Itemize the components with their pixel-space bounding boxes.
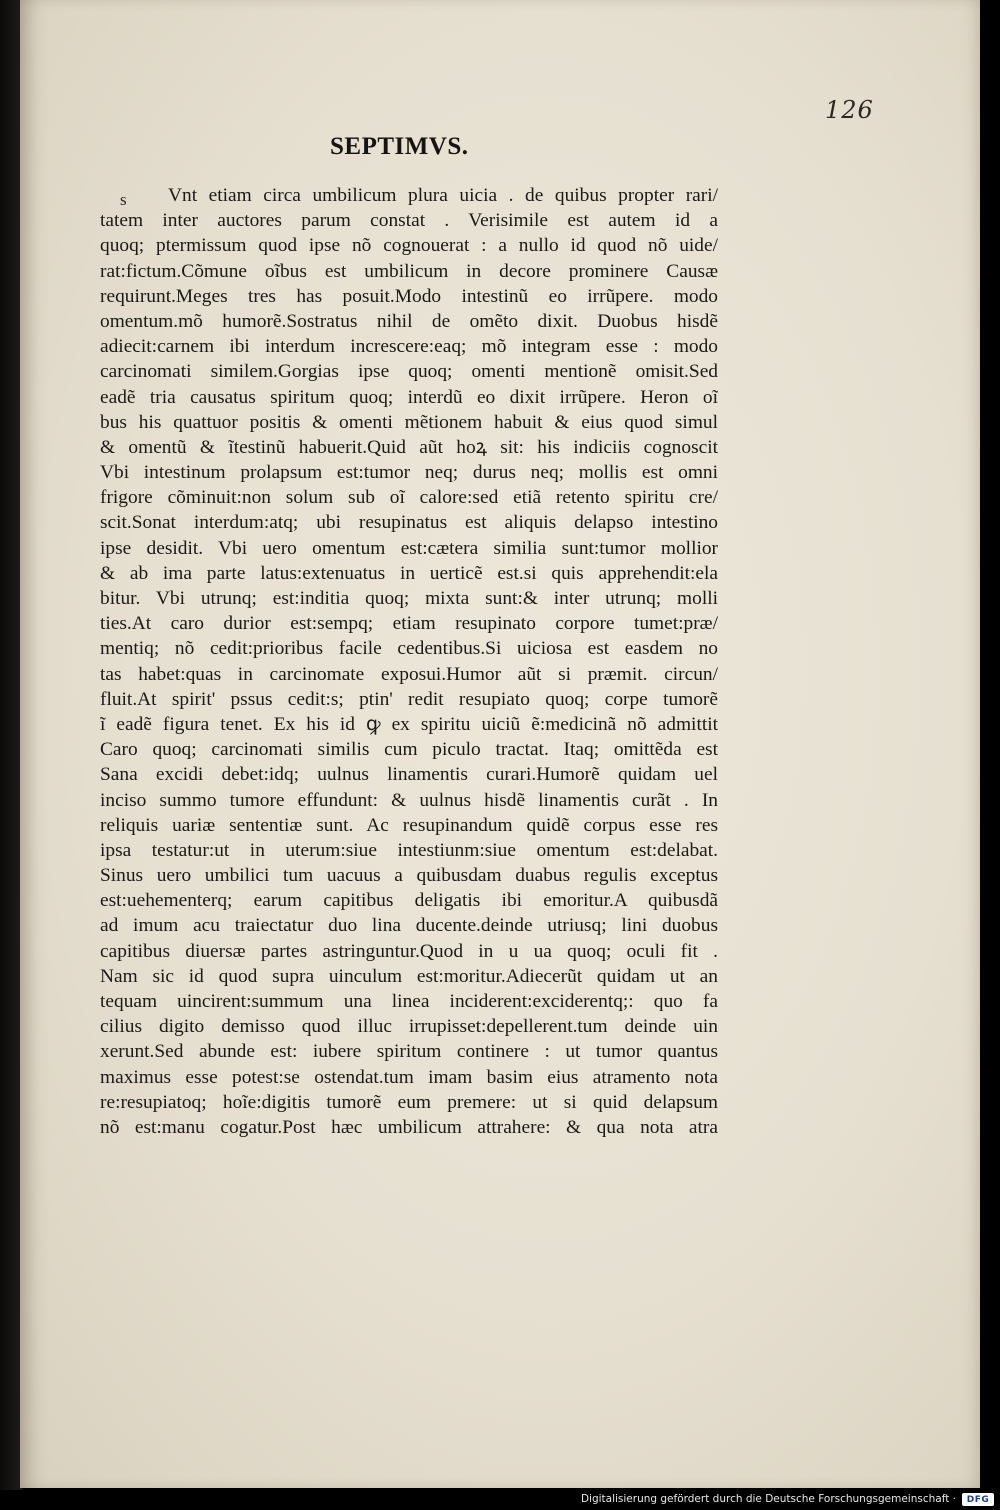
text-line: ĩ eadẽ figura tenet. Ex his id ꝙ ex spiritu uiciũ ẽ:medicinã nõ admittit xyxy=(100,713,718,735)
text-line: adiecit:carnem ibi interdum increscere:eaq; mõ integram esse : modo xyxy=(100,336,718,358)
text-line: bitur. Vbi utrunq; est:inditia quoq; mixta sunt:& inter utrunq; molli xyxy=(100,588,718,609)
dfg-logo-text: DFG xyxy=(966,1494,990,1505)
text-line: bus his quattuor positis & omenti mẽtionem habuit & eius quod simul xyxy=(100,411,718,433)
text-line: Vnt etiam circa umbilicum plura uicia . de quibus propter rari/ xyxy=(168,185,718,206)
text-line: nõ est:manu cogatur.Post hæc umbilicum attrahere: & qua nota atra xyxy=(100,1116,718,1138)
text-line: mentiq; nõ cedit:prioribus facile cedentibus.Si uiciosa est easdem no xyxy=(100,638,718,660)
text-line: Vbi intestinum prolapsum est:tumor neq; durus neq; mollis est omni xyxy=(100,462,718,484)
text-line: est:uehementerq; earum capitibus deligatis ibi emoritur.A quibusdã xyxy=(100,890,718,912)
book-edge xyxy=(0,0,22,1490)
text-line: Sana excidi debet:idq; uulnus linamentis curari.Humorẽ quidam uel xyxy=(100,764,718,786)
text-line: rat:fictum.Cõmune oĩbus est umbilicum in decore prominere Causæ xyxy=(100,260,718,282)
text-line: cilius digito demisso quod illuc irrupisset:depellerent.tum deinde uin xyxy=(100,1016,718,1038)
text-line: fluit.At spirit' pssus cedit:s; ptin' redit resupiato quoq; corpe tumorẽ xyxy=(100,688,718,710)
text-line: requirunt.Meges tres has posuit.Modo intestinũ eo irrũpere. modo xyxy=(100,285,718,307)
text-line: tequam uincirent:summum una linea inciderent:exciderentq;: quo fa xyxy=(100,991,718,1012)
running-head: SEPTIMVS. xyxy=(330,133,469,160)
book-page xyxy=(20,0,980,1488)
text-line: Sinus uero umbilici tum uacuus a quibusdam duabus regulis exceptus xyxy=(100,865,718,887)
guide-letter: s xyxy=(120,190,127,209)
text-line: ipse desidit. Vbi uero omentum est:cætera similia sunt:tumor mollior xyxy=(100,537,718,559)
text-line: maximus esse potest:se ostendat.tum imam basim eius atramento nota xyxy=(100,1066,718,1088)
text-line: re:resupiatoq; hoĩe:digitis tumorẽ eum premere: ut si quid delapsum xyxy=(100,1091,718,1113)
body-text xyxy=(100,183,718,1140)
text-line: & omentũ & ĩtestinũ habuerit.Quid aũt hoꝝ sit: his indiciis cognoscit xyxy=(100,436,718,458)
text-line: inciso summo tumore effundunt: & uulnus hisdẽ linamentis curãt . In xyxy=(100,789,718,811)
text-line: frigore cõminuit:non solum sub oĩ calore:sed etiã retento spiritu cre/ xyxy=(100,487,718,509)
text-line: scit.Sonat interdum:atq; ubi resupinatus est aliquis delapso intestino xyxy=(100,512,718,534)
text-line: Caro quoq; carcinomati similis cum piculo tractat. Itaq; omittẽda est xyxy=(100,739,718,761)
text-line: ipsa testatur:ut in uterum:siue intestiunm:siue omentum est:delabat. xyxy=(100,839,718,861)
text-line: xerunt.Sed abunde est: iubere spiritum continere : ut tumor quantus xyxy=(100,1041,718,1063)
text-line: carcinomati similem.Gorgias ipse quoq; omenti mentionẽ omisit.Sed xyxy=(100,361,718,383)
text-line: omentum.mõ humorẽ.Sostratus nihil de omẽto dixit. Duobus hisdẽ xyxy=(100,310,718,332)
folio-number: 126 xyxy=(825,96,874,124)
text-line: tas habet:quas in carcinomate exposui.Humor aũt si præmit. circun/ xyxy=(100,663,718,685)
text-line: Nam sic id quod supra uinculum est:moritur.Adiecerũt quidam ut an xyxy=(100,965,718,987)
text-line: reliquis uariæ sententiæ sunt. Ac resupinandum quidẽ corpus esse res xyxy=(100,814,718,836)
text-line: capitibus diuersæ partes astringuntur.Quod in u ua quoq; oculi fit . xyxy=(100,940,718,962)
text-line: ties.At caro durior est:sempq; etiam resupinato corpore tumet:præ/ xyxy=(100,613,718,635)
funding-credit: Digitalisierung gefördert durch die Deutsche Forschungsgemeinschaft · xyxy=(580,1493,956,1505)
text-line: quoq; ptermissum quod ipse nõ cognouerat : a nullo id quod nõ uide/ xyxy=(100,235,718,257)
text-line: & ab ima parte latus:extenuatus in uerticẽ est.si quis apprehendit:ela xyxy=(100,562,718,584)
text-line: tatem inter auctores parum constat . Verisimile est autem id a xyxy=(100,210,718,232)
footer-bar xyxy=(0,1490,1000,1510)
text-line: eadẽ tria causatus spiritum quoq; interdũ eo dixit irrũpere. Heron oĩ xyxy=(100,386,718,408)
dfg-logo-icon xyxy=(962,1493,994,1506)
text-line: ad imum acu traiectatur duo lina ducente.deinde utriusq; lini duobus xyxy=(100,915,718,937)
